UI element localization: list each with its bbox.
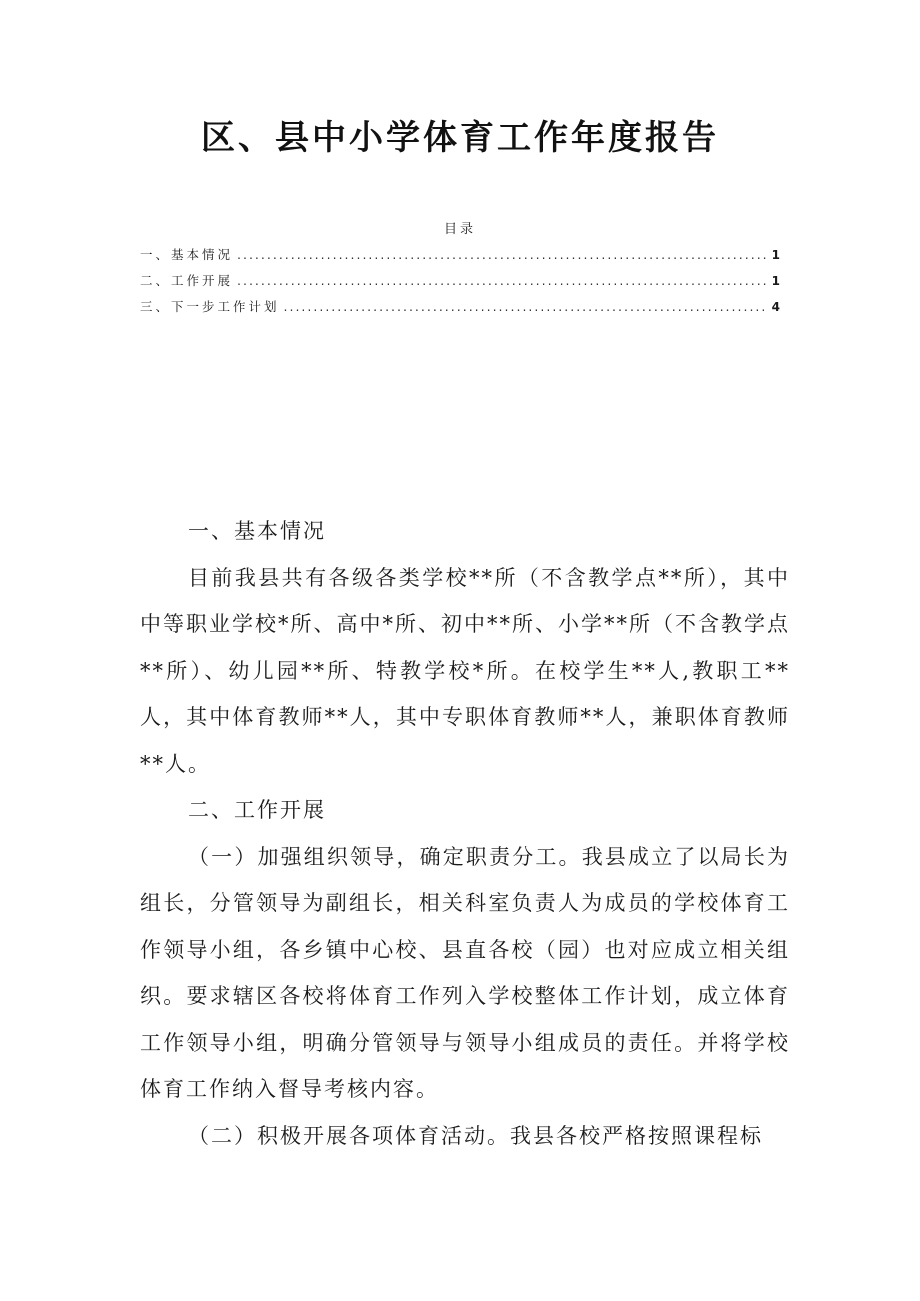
paragraph-organization: （一）加强组织领导，确定职责分工。我县成立了以局长为组长，分管领导为副组长，相关科室负责人为成员的学校体育工作领导小组，各乡镇中心校、县直各校（园）也对应成立相关组织。要求辖区各校将体育工作列入学校整体工作计划，成立体育工作领导小组，明确分管领导与领导小组成员的责任。并将学校体育工作纳入督导考核内容。: [140, 844, 790, 1101]
document-body: [140, 508, 790, 1159]
paragraph-activities: （二）积极开展各项体育活动。我县各校严格按照课程标: [188, 1123, 763, 1148]
toc-entry-page: 1: [771, 274, 780, 288]
section-heading-work: 二、工作开展: [188, 798, 326, 822]
toc-leader-dots: [284, 299, 768, 314]
paragraph-basic-info: 目前我县共有各级各类学校**所（不含教学点**所），其中中等职业学校*所、高中*所、初中**所、小学**所（不含教学点**所）、幼儿园**所、特教学校*所。在校学生**人,教职工**人，其中体育教师**人，其中专职体育教师**人，兼职体育教师**人。: [140, 565, 790, 776]
document-title: 区、县中小学体育工作年度报告: [201, 118, 719, 158]
toc-entry[interactable]: [140, 271, 780, 297]
toc-leader-dots: [237, 273, 768, 288]
toc-entry-page: 1: [771, 248, 780, 262]
toc-entry-label: 一、基本情况: [140, 247, 234, 262]
table-of-contents: [140, 218, 780, 323]
toc-entry-label: 三、下一步工作计划: [140, 299, 280, 314]
toc-leader-dots: [237, 247, 768, 262]
toc-entry-page: 4: [771, 300, 780, 314]
toc-entry[interactable]: [140, 297, 780, 323]
toc-entry[interactable]: [140, 245, 780, 271]
toc-heading: 目录: [443, 222, 476, 237]
section-heading-basic: 一、基本情况: [188, 519, 326, 543]
toc-entry-label: 二、工作开展: [140, 273, 234, 288]
